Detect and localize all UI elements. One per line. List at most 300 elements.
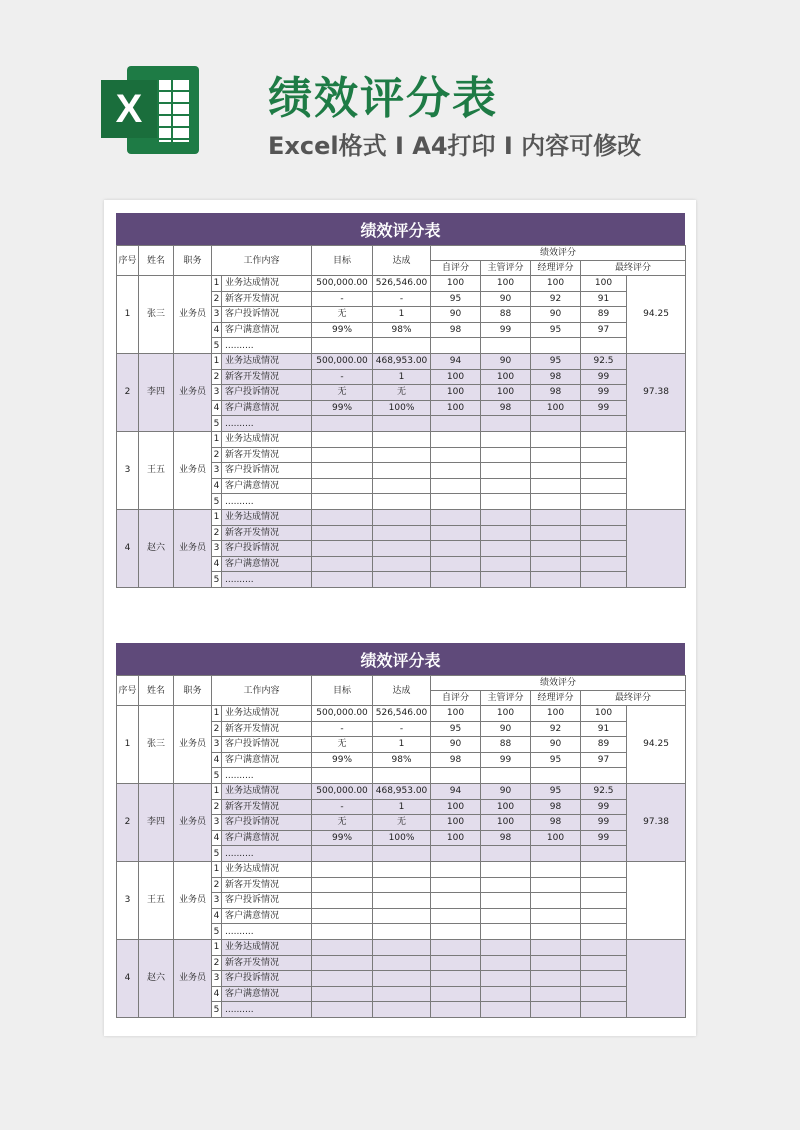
self-score xyxy=(431,955,481,971)
item-number: 1 xyxy=(212,276,222,292)
supervisor-score: 99 xyxy=(481,752,531,768)
work-item: 客户投诉情况 xyxy=(222,385,312,401)
achieved-value: 1 xyxy=(373,737,431,753)
target-value xyxy=(312,525,373,541)
target-value xyxy=(312,971,373,987)
supervisor-score xyxy=(481,971,531,987)
page-title: 绩效评分表 xyxy=(268,73,498,124)
final-item-score xyxy=(581,768,627,784)
supervisor-score xyxy=(481,986,531,1002)
target-value: 99% xyxy=(312,752,373,768)
employee-name: 王五 xyxy=(139,431,174,509)
final-item-score xyxy=(581,861,627,877)
col-header-achieved: 达成 xyxy=(373,676,431,706)
item-number: 5 xyxy=(212,846,222,862)
work-item: 业务达成情况 xyxy=(222,706,312,722)
supervisor-score xyxy=(481,955,531,971)
target-value xyxy=(312,556,373,572)
employee-name: 张三 xyxy=(139,706,174,784)
final-score xyxy=(627,431,686,509)
target-value xyxy=(312,986,373,1002)
work-item: 客户满意情况 xyxy=(222,556,312,572)
supervisor-score xyxy=(481,572,531,588)
achieved-value xyxy=(373,572,431,588)
target-value: 500,000.00 xyxy=(312,783,373,799)
achieved-value: 1 xyxy=(373,369,431,385)
target-value: - xyxy=(312,721,373,737)
work-item: 客户满意情况 xyxy=(222,908,312,924)
item-number: 5 xyxy=(212,768,222,784)
final-item-score: 97 xyxy=(581,322,627,338)
target-value: - xyxy=(312,291,373,307)
manager-score xyxy=(531,971,581,987)
supervisor-score: 90 xyxy=(481,353,531,369)
item-number: 3 xyxy=(212,541,222,557)
target-value xyxy=(312,939,373,955)
table-row xyxy=(117,706,686,722)
item-number: 4 xyxy=(212,908,222,924)
self-score: 100 xyxy=(431,369,481,385)
work-item: 客户投诉情况 xyxy=(222,541,312,557)
item-number: 1 xyxy=(212,353,222,369)
performance-table xyxy=(116,675,686,1018)
excel-logo-icon xyxy=(101,62,199,154)
self-score: 100 xyxy=(431,799,481,815)
work-item: 新客开发情况 xyxy=(222,955,312,971)
self-score xyxy=(431,541,481,557)
supervisor-score: 100 xyxy=(481,276,531,292)
self-score xyxy=(431,431,481,447)
header-row xyxy=(117,246,686,261)
excel-x-badge: X xyxy=(101,80,157,138)
manager-score xyxy=(531,541,581,557)
manager-score xyxy=(531,509,581,525)
self-score xyxy=(431,338,481,354)
achieved-value: 468,953.00 xyxy=(373,783,431,799)
target-value: - xyxy=(312,369,373,385)
self-score: 100 xyxy=(431,815,481,831)
supervisor-score xyxy=(481,908,531,924)
final-item-score xyxy=(581,541,627,557)
item-number: 5 xyxy=(212,1002,222,1018)
item-number: 2 xyxy=(212,877,222,893)
achieved-value xyxy=(373,861,431,877)
work-item: .......... xyxy=(222,1002,312,1018)
target-value xyxy=(312,1002,373,1018)
manager-score xyxy=(531,463,581,479)
final-item-score xyxy=(581,478,627,494)
manager-score xyxy=(531,1002,581,1018)
employee-role: 业务员 xyxy=(174,509,212,587)
item-number: 4 xyxy=(212,322,222,338)
target-value xyxy=(312,924,373,940)
supervisor-score xyxy=(481,338,531,354)
manager-score: 90 xyxy=(531,307,581,323)
item-number: 5 xyxy=(212,416,222,432)
col-header-supervisor: 主管评分 xyxy=(481,261,531,276)
achieved-value xyxy=(373,494,431,510)
achieved-value xyxy=(373,939,431,955)
target-value xyxy=(312,463,373,479)
col-header-score-group: 绩效评分 xyxy=(431,246,686,261)
col-header-score-group: 绩效评分 xyxy=(431,676,686,691)
manager-score: 95 xyxy=(531,353,581,369)
col-header-achieved: 达成 xyxy=(373,246,431,276)
achieved-value xyxy=(373,908,431,924)
work-item: 新客开发情况 xyxy=(222,369,312,385)
supervisor-score xyxy=(481,525,531,541)
final-item-score xyxy=(581,447,627,463)
target-value xyxy=(312,893,373,909)
work-item: 客户投诉情况 xyxy=(222,971,312,987)
work-item: 新客开发情况 xyxy=(222,291,312,307)
final-item-score: 91 xyxy=(581,291,627,307)
employee-role: 业务员 xyxy=(174,353,212,431)
employee-name: 王五 xyxy=(139,861,174,939)
work-item: .......... xyxy=(222,768,312,784)
target-value xyxy=(312,494,373,510)
item-number: 2 xyxy=(212,525,222,541)
supervisor-score xyxy=(481,431,531,447)
achieved-value: 526,546.00 xyxy=(373,276,431,292)
work-item: 业务达成情况 xyxy=(222,353,312,369)
employee-no: 3 xyxy=(117,431,139,509)
target-value: 无 xyxy=(312,307,373,323)
employee-role: 业务员 xyxy=(174,706,212,784)
final-item-score xyxy=(581,877,627,893)
work-item: 业务达成情况 xyxy=(222,276,312,292)
work-item: .......... xyxy=(222,416,312,432)
manager-score xyxy=(531,908,581,924)
item-number: 1 xyxy=(212,706,222,722)
achieved-value xyxy=(373,338,431,354)
achieved-value xyxy=(373,877,431,893)
final-score xyxy=(627,939,686,1017)
work-item: 新客开发情况 xyxy=(222,525,312,541)
supervisor-score xyxy=(481,556,531,572)
item-number: 4 xyxy=(212,478,222,494)
target-value xyxy=(312,447,373,463)
self-score xyxy=(431,768,481,784)
self-score xyxy=(431,846,481,862)
achieved-value xyxy=(373,463,431,479)
manager-score: 95 xyxy=(531,783,581,799)
item-number: 1 xyxy=(212,939,222,955)
work-item: 客户投诉情况 xyxy=(222,893,312,909)
manager-score xyxy=(531,893,581,909)
item-number: 1 xyxy=(212,431,222,447)
self-score xyxy=(431,494,481,510)
supervisor-score: 88 xyxy=(481,307,531,323)
work-item: 客户投诉情况 xyxy=(222,307,312,323)
achieved-value xyxy=(373,971,431,987)
self-score: 98 xyxy=(431,752,481,768)
employee-role: 业务员 xyxy=(174,861,212,939)
item-number: 4 xyxy=(212,752,222,768)
final-item-score: 100 xyxy=(581,706,627,722)
item-number: 1 xyxy=(212,509,222,525)
item-number: 3 xyxy=(212,385,222,401)
table-row xyxy=(117,353,686,369)
final-item-score xyxy=(581,431,627,447)
employee-name: 李四 xyxy=(139,783,174,861)
achieved-value xyxy=(373,768,431,784)
supervisor-score: 88 xyxy=(481,737,531,753)
final-score: 97.38 xyxy=(627,353,686,431)
col-header-final: 最终评分 xyxy=(581,691,686,706)
supervisor-score: 100 xyxy=(481,815,531,831)
final-item-score xyxy=(581,893,627,909)
final-item-score: 91 xyxy=(581,721,627,737)
manager-score: 95 xyxy=(531,752,581,768)
work-item: 新客开发情况 xyxy=(222,799,312,815)
manager-score: 90 xyxy=(531,737,581,753)
final-item-score: 99 xyxy=(581,799,627,815)
final-item-score: 97 xyxy=(581,752,627,768)
self-score xyxy=(431,509,481,525)
table-row xyxy=(117,431,686,447)
work-item: 新客开发情况 xyxy=(222,447,312,463)
target-value: 无 xyxy=(312,385,373,401)
achieved-value xyxy=(373,556,431,572)
item-number: 5 xyxy=(212,924,222,940)
self-score xyxy=(431,525,481,541)
target-value: 99% xyxy=(312,830,373,846)
item-number: 2 xyxy=(212,955,222,971)
achieved-value xyxy=(373,893,431,909)
final-item-score xyxy=(581,494,627,510)
item-number: 4 xyxy=(212,986,222,1002)
employee-name: 李四 xyxy=(139,353,174,431)
final-score: 94.25 xyxy=(627,276,686,354)
col-header-target: 目标 xyxy=(312,676,373,706)
target-value xyxy=(312,768,373,784)
self-score xyxy=(431,924,481,940)
score-table-2 xyxy=(116,643,685,1018)
employee-no: 1 xyxy=(117,706,139,784)
supervisor-score: 100 xyxy=(481,385,531,401)
achieved-value xyxy=(373,431,431,447)
final-item-score xyxy=(581,908,627,924)
work-item: 客户满意情况 xyxy=(222,400,312,416)
col-header-no: 序号 xyxy=(117,676,139,706)
self-score: 100 xyxy=(431,385,481,401)
self-score: 100 xyxy=(431,400,481,416)
employee-no: 1 xyxy=(117,276,139,354)
supervisor-score: 100 xyxy=(481,369,531,385)
supervisor-score xyxy=(481,893,531,909)
target-value xyxy=(312,431,373,447)
final-item-score xyxy=(581,924,627,940)
col-header-manager: 经理评分 xyxy=(531,261,581,276)
item-number: 2 xyxy=(212,721,222,737)
score-table-1 xyxy=(116,213,685,588)
self-score: 90 xyxy=(431,737,481,753)
col-header-no: 序号 xyxy=(117,246,139,276)
item-number: 3 xyxy=(212,815,222,831)
manager-score xyxy=(531,525,581,541)
self-score xyxy=(431,908,481,924)
item-number: 5 xyxy=(212,338,222,354)
item-number: 3 xyxy=(212,307,222,323)
target-value xyxy=(312,541,373,557)
work-item: 客户投诉情况 xyxy=(222,463,312,479)
table-row xyxy=(117,276,686,292)
item-number: 4 xyxy=(212,400,222,416)
achieved-value xyxy=(373,541,431,557)
work-item: .......... xyxy=(222,572,312,588)
page-subtitle: Excel格式 I A4打印 I 内容可修改 xyxy=(268,132,642,160)
supervisor-score: 100 xyxy=(481,799,531,815)
col-header-self: 自评分 xyxy=(431,261,481,276)
target-value: 500,000.00 xyxy=(312,276,373,292)
item-number: 2 xyxy=(212,447,222,463)
target-value xyxy=(312,572,373,588)
table-row xyxy=(117,861,686,877)
achieved-value: 100% xyxy=(373,830,431,846)
employee-role: 业务员 xyxy=(174,783,212,861)
table-row xyxy=(117,783,686,799)
achieved-value xyxy=(373,955,431,971)
work-item: .......... xyxy=(222,494,312,510)
performance-table xyxy=(116,245,686,588)
final-item-score xyxy=(581,939,627,955)
item-number: 3 xyxy=(212,737,222,753)
self-score xyxy=(431,971,481,987)
self-score xyxy=(431,416,481,432)
manager-score xyxy=(531,861,581,877)
header-row xyxy=(117,676,686,691)
target-value xyxy=(312,416,373,432)
work-item: 业务达成情况 xyxy=(222,431,312,447)
manager-score xyxy=(531,768,581,784)
final-item-score xyxy=(581,1002,627,1018)
employee-no: 2 xyxy=(117,783,139,861)
col-header-role: 职务 xyxy=(174,246,212,276)
achieved-value: 100% xyxy=(373,400,431,416)
supervisor-score: 98 xyxy=(481,400,531,416)
achieved-value: 526,546.00 xyxy=(373,706,431,722)
supervisor-score xyxy=(481,939,531,955)
achieved-value: 无 xyxy=(373,385,431,401)
item-number: 5 xyxy=(212,572,222,588)
target-value xyxy=(312,861,373,877)
target-value: 99% xyxy=(312,322,373,338)
work-item: 客户满意情况 xyxy=(222,752,312,768)
col-header-role: 职务 xyxy=(174,676,212,706)
supervisor-score xyxy=(481,768,531,784)
col-header-self: 自评分 xyxy=(431,691,481,706)
item-number: 2 xyxy=(212,799,222,815)
target-value: 无 xyxy=(312,737,373,753)
manager-score: 98 xyxy=(531,815,581,831)
achieved-value: 1 xyxy=(373,307,431,323)
col-header-name: 姓名 xyxy=(139,676,174,706)
supervisor-score xyxy=(481,861,531,877)
work-item: 新客开发情况 xyxy=(222,877,312,893)
manager-score: 98 xyxy=(531,385,581,401)
achieved-value: - xyxy=(373,291,431,307)
table-row xyxy=(117,509,686,525)
achieved-value xyxy=(373,447,431,463)
achieved-value xyxy=(373,509,431,525)
final-item-score: 89 xyxy=(581,737,627,753)
manager-score xyxy=(531,431,581,447)
manager-score: 92 xyxy=(531,721,581,737)
self-score xyxy=(431,447,481,463)
final-item-score xyxy=(581,338,627,354)
self-score: 94 xyxy=(431,783,481,799)
work-item: 客户满意情况 xyxy=(222,322,312,338)
manager-score: 100 xyxy=(531,706,581,722)
final-item-score: 99 xyxy=(581,369,627,385)
target-value xyxy=(312,338,373,354)
target-value xyxy=(312,509,373,525)
final-item-score: 99 xyxy=(581,815,627,831)
final-score: 97.38 xyxy=(627,783,686,861)
employee-name: 赵六 xyxy=(139,939,174,1017)
final-item-score: 92.5 xyxy=(581,353,627,369)
work-item: 客户满意情况 xyxy=(222,986,312,1002)
target-value xyxy=(312,846,373,862)
achieved-value xyxy=(373,924,431,940)
supervisor-score xyxy=(481,494,531,510)
manager-score: 100 xyxy=(531,400,581,416)
supervisor-score xyxy=(481,463,531,479)
supervisor-score xyxy=(481,541,531,557)
supervisor-score xyxy=(481,447,531,463)
self-score: 100 xyxy=(431,706,481,722)
manager-score xyxy=(531,478,581,494)
final-item-score xyxy=(581,955,627,971)
col-header-manager: 经理评分 xyxy=(531,691,581,706)
self-score xyxy=(431,861,481,877)
manager-score xyxy=(531,877,581,893)
target-value: - xyxy=(312,799,373,815)
target-value: 无 xyxy=(312,815,373,831)
work-item: 业务达成情况 xyxy=(222,509,312,525)
achieved-value: 468,953.00 xyxy=(373,353,431,369)
final-item-score: 99 xyxy=(581,830,627,846)
manager-score: 98 xyxy=(531,369,581,385)
col-header-work: 工作内容 xyxy=(212,246,312,276)
work-item: 新客开发情况 xyxy=(222,721,312,737)
table-row xyxy=(117,939,686,955)
achieved-value: 1 xyxy=(373,799,431,815)
final-score xyxy=(627,861,686,939)
final-item-score xyxy=(581,846,627,862)
employee-no: 4 xyxy=(117,509,139,587)
final-item-score: 89 xyxy=(581,307,627,323)
manager-score xyxy=(531,494,581,510)
final-item-score xyxy=(581,556,627,572)
manager-score xyxy=(531,338,581,354)
self-score xyxy=(431,463,481,479)
self-score xyxy=(431,556,481,572)
achieved-value xyxy=(373,416,431,432)
manager-score xyxy=(531,986,581,1002)
work-item: 客户满意情况 xyxy=(222,478,312,494)
achieved-value xyxy=(373,525,431,541)
achieved-value xyxy=(373,986,431,1002)
self-score: 98 xyxy=(431,322,481,338)
work-item: 业务达成情况 xyxy=(222,861,312,877)
manager-score xyxy=(531,924,581,940)
final-item-score xyxy=(581,525,627,541)
target-value xyxy=(312,955,373,971)
manager-score: 98 xyxy=(531,799,581,815)
col-header-name: 姓名 xyxy=(139,246,174,276)
